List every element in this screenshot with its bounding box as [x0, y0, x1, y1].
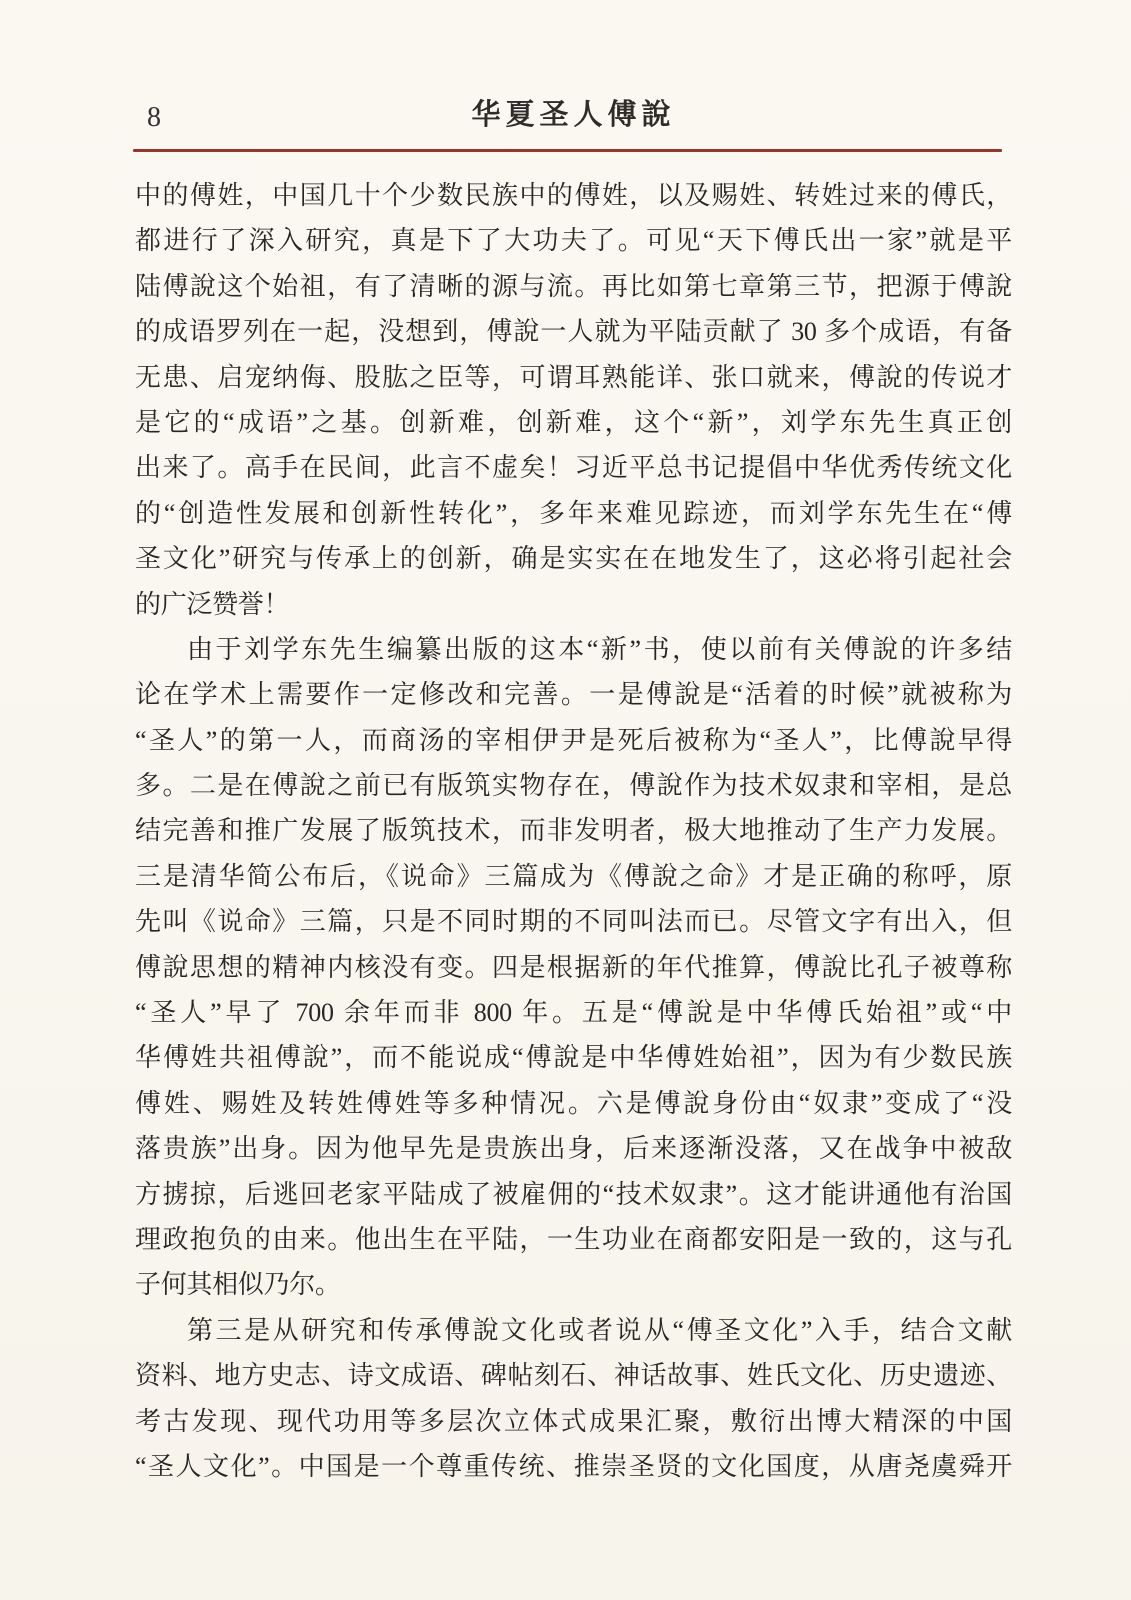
text-line: 三是清华简公布后，《说命》三篇成为《傅說之命》才是正确的称呼，原: [135, 861, 1012, 891]
text-line: “圣人文化”。中国是一个尊重传统、推崇圣贤的文化国度，从唐尧虞舜开: [135, 1451, 1012, 1481]
text-line: 多。二是在傅說之前已有版筑实物存在，傅說作为技术奴隶和宰相，是总: [135, 771, 1012, 801]
text-line: 的成语罗列在一起，没想到，傅說一人就为平陆贡献了 30 多个成语，有备: [135, 317, 1012, 347]
text-line: 中的傅姓，中国几十个少数民族中的傅姓，以及赐姓、转姓过来的傅氏，: [135, 181, 1012, 210]
page-number: 8: [147, 102, 161, 133]
text-line: 是它的“成语”之基。创新难，创新难，这个“新”，刘学东先生真正创: [135, 407, 1012, 437]
text-line: 陆傅說这个始祖，有了清晰的源与流。再比如第七章第三节，把源于傅說: [135, 271, 1012, 301]
text-line: 落贵族”出身。因为他早先是贵族出身，后来逐渐没落，又在战争中被敌: [135, 1134, 1012, 1164]
text-line: 傅說思想的精神内核没有变。四是根据新的年代推算，傅說比孔子被尊称: [135, 952, 1012, 982]
text-line: 考古发现、现代功用等多层次立体式成果汇聚，敷衍出博大精深的中国: [135, 1406, 1012, 1436]
running-title: 华夏圣人傅說: [471, 99, 676, 131]
text-line: 华傅姓共祖傅說”，而不能说成“傅說是中华傅姓始祖”，因为有少数民族: [135, 1043, 1012, 1073]
text-line: 先叫《说命》三篇，只是不同时期的不同叫法而已。尽管文字有出入，但: [135, 907, 1012, 937]
text-line: 出来了。高手在民间，此言不虚矣！习近平总书记提倡中华优秀传统文化: [135, 453, 1012, 483]
text-line: 由于刘学东先生编纂出版的这本“新”书，使以前有关傅說的许多结: [187, 634, 1012, 664]
text-line: “圣人”早了 700 余年而非 800 年。五是“傅說是中华傅氏始祖”或“中: [135, 998, 1012, 1028]
text-line: “圣人”的第一人，而商汤的宰相伊尹是死后被称为“圣人”，比傅說早得: [135, 725, 1012, 755]
text-line: 的广泛赞誉！: [135, 589, 290, 619]
header-rule-divider: [133, 149, 1002, 152]
text-line: 理政抱负的由来。他出生在平陆，一生功业在商都安阳是一致的，这与孔: [135, 1224, 1012, 1254]
text-line: 傅姓、赐姓及转姓傅姓等多种情况。六是傅說身份由“奴隶”变成了“没: [135, 1088, 1012, 1118]
text-line: 论在学术上需要作一定修改和完善。一是傅說是“活着的时候”就被称为: [135, 680, 1012, 710]
text-line: 子何其相似乃尔。: [135, 1270, 341, 1300]
text-line: 方掳掠，后逃回老家平陆成了被雇佣的“技术奴隶”。这才能讲通他有治国: [135, 1179, 1012, 1209]
text-line: 结完善和推广发展了版筑技术，而非发明者，极大地推动了生产力发展。: [135, 816, 1012, 846]
text-line: 的“创造性发展和创新性转化”，多年来难见踪迹，而刘学东先生在“傅: [135, 498, 1012, 528]
text-line: 圣文化”研究与传承上的创新，确是实实在在地发生了，这必将引起社会: [135, 544, 1012, 574]
text-line: 第三是从研究和传承傅說文化或者说从“傅圣文化”入手，结合文献: [187, 1315, 1012, 1345]
body-text: [135, 173, 1012, 1489]
text-line: 都进行了深入研究，真是下了大功夫了。可见“天下傅氏出一家”就是平: [135, 226, 1012, 256]
text-line: 资料、地方史志、诗文成语、碑帖刻石、神话故事、姓氏文化、历史遗迹、: [135, 1361, 1012, 1391]
text-line: 无患、启宠纳侮、股肱之臣等，可谓耳熟能详、张口就来，傅說的传说才: [135, 362, 1012, 392]
